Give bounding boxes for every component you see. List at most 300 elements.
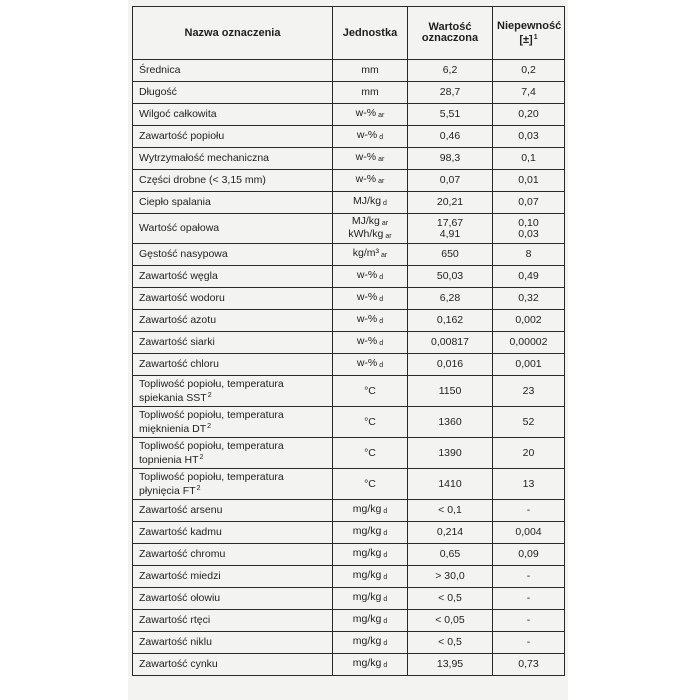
row-value-cell bbox=[408, 192, 493, 214]
row-footnote: 2 bbox=[196, 484, 201, 492]
row-unit-basis: d bbox=[383, 640, 388, 647]
row-value: 0,46 bbox=[439, 130, 461, 142]
table-row bbox=[133, 214, 565, 244]
row-name-cell bbox=[133, 654, 333, 676]
row-unit: mm bbox=[361, 64, 379, 76]
row-name: Zawartość cynku bbox=[139, 658, 218, 670]
table-row bbox=[133, 544, 565, 566]
row-uncertainty: - bbox=[526, 504, 531, 516]
table-row bbox=[133, 170, 565, 192]
row-uncertainty: 0,2 bbox=[521, 64, 536, 76]
row-unit-cell bbox=[333, 214, 408, 244]
header-value bbox=[408, 7, 493, 60]
row-unit: w-% bbox=[356, 313, 378, 325]
table-row bbox=[133, 82, 565, 104]
header-name: Nazwa oznaczenia bbox=[133, 7, 333, 60]
row-uncertainty-cell bbox=[493, 332, 565, 354]
row-uncertainty-cell bbox=[493, 244, 565, 266]
row-unit-cell bbox=[333, 104, 408, 126]
row-uncertainty: 0,01 bbox=[518, 174, 539, 186]
row-uncertainty: - bbox=[526, 592, 531, 604]
row-unit-basis: ar bbox=[381, 252, 388, 259]
table-row bbox=[133, 244, 565, 266]
row-name: Topliwość popiołu, temperatura bbox=[139, 408, 284, 421]
table-row bbox=[133, 266, 565, 288]
row-value-cell bbox=[408, 214, 493, 244]
row-name: Zawartość arsenu bbox=[139, 504, 223, 516]
row-name: Zawartość chloru bbox=[139, 358, 219, 370]
row-uncertainty-cell bbox=[493, 192, 565, 214]
row-name: Zawartość chromu bbox=[139, 548, 226, 560]
row-uncertainty: 0,10 bbox=[518, 216, 539, 229]
row-unit-cell bbox=[333, 170, 408, 192]
row-uncertainty-cell bbox=[493, 288, 565, 310]
row-unit-cell bbox=[333, 244, 408, 266]
row-unit-wrap bbox=[356, 151, 385, 163]
row-name: Zawartość rtęci bbox=[139, 614, 211, 626]
header-unc-line1: Niepewność bbox=[497, 19, 562, 32]
row-unit-wrap bbox=[356, 173, 385, 185]
row-unit-wrap bbox=[357, 335, 383, 347]
row-unit-basis: ar bbox=[381, 219, 389, 227]
row-name-cell bbox=[133, 566, 333, 588]
row-name-cell bbox=[133, 82, 333, 104]
row-unit: MJ/kg bbox=[351, 214, 380, 227]
row-value-cell bbox=[408, 148, 493, 170]
row-value-cell bbox=[408, 544, 493, 566]
row-footnote: 2 bbox=[207, 422, 212, 430]
row-unit: mg/kg bbox=[352, 657, 382, 669]
row-name-line2-wrap bbox=[139, 421, 328, 435]
row-uncertainty-cell bbox=[493, 376, 565, 407]
row-uncertainty-cell bbox=[493, 126, 565, 148]
table-row bbox=[133, 654, 565, 676]
row-name: Zawartość wodoru bbox=[139, 292, 225, 304]
table-row bbox=[133, 438, 565, 469]
row-uncertainty-cell bbox=[493, 469, 565, 500]
row-name-cell bbox=[133, 354, 333, 376]
row-name: Ciepło spalania bbox=[139, 196, 211, 208]
row-value2: 4,91 bbox=[439, 227, 461, 240]
row-name-cell bbox=[133, 60, 333, 82]
row-unit-basis: d bbox=[379, 340, 384, 347]
row-name-cell bbox=[133, 522, 333, 544]
row-unit-wrap bbox=[353, 247, 387, 259]
row-unit: w-% bbox=[356, 335, 378, 347]
results-table bbox=[132, 6, 565, 676]
table-row bbox=[133, 566, 565, 588]
row-uncertainty-cell bbox=[493, 654, 565, 676]
row-value: 1390 bbox=[438, 446, 462, 459]
row-name-line2: mięknienia DT bbox=[139, 422, 207, 435]
row-value-cell bbox=[408, 610, 493, 632]
row-value: 0,65 bbox=[439, 548, 461, 560]
row-unit-wrap bbox=[364, 385, 376, 397]
row-value-cell bbox=[408, 82, 493, 104]
row-uncertainty: - bbox=[526, 636, 531, 648]
row-uncertainty: 7,4 bbox=[521, 86, 536, 98]
row-name: Gęstość nasypowa bbox=[139, 248, 228, 260]
row-value-cell bbox=[408, 244, 493, 266]
row-unit-cell bbox=[333, 126, 408, 148]
row-name-cell bbox=[133, 500, 333, 522]
row-value: 5,51 bbox=[439, 108, 461, 120]
table-row bbox=[133, 500, 565, 522]
row-name-cell bbox=[133, 469, 333, 500]
row-value-cell bbox=[408, 332, 493, 354]
row-name: Zawartość kadmu bbox=[139, 526, 222, 538]
header-uncertainty bbox=[493, 7, 565, 60]
row-name-cell bbox=[133, 288, 333, 310]
row-name-cell bbox=[133, 332, 333, 354]
row-unit-basis: d bbox=[383, 552, 388, 559]
row-name: Zawartość ołowiu bbox=[139, 592, 221, 604]
row-uncertainty: 0,002 bbox=[515, 314, 542, 326]
row-unit-basis: ar bbox=[378, 112, 385, 119]
row-value: 1150 bbox=[438, 384, 462, 397]
row-unit-cell bbox=[333, 500, 408, 522]
row-unit-basis: d bbox=[379, 296, 384, 303]
row-value-cell bbox=[408, 522, 493, 544]
row-name-cell bbox=[133, 214, 333, 244]
table-row bbox=[133, 332, 565, 354]
row-uncertainty-cell bbox=[493, 438, 565, 469]
row-value: 0,00817 bbox=[431, 336, 469, 348]
table-row bbox=[133, 148, 565, 170]
row-unit: mg/kg bbox=[352, 591, 382, 603]
row-name: Zawartość popiołu bbox=[139, 130, 225, 142]
row-name-cell bbox=[133, 126, 333, 148]
row-name: Wartość opałowa bbox=[139, 222, 220, 234]
row-unit: w-% bbox=[355, 107, 377, 119]
row-value: 20,21 bbox=[436, 196, 464, 208]
row-value-cell bbox=[408, 60, 493, 82]
row-name-cell bbox=[133, 438, 333, 469]
row-unit-basis: d bbox=[383, 508, 388, 515]
row-uncertainty: - bbox=[526, 570, 531, 582]
row-value-cell bbox=[408, 104, 493, 126]
row-value-cell bbox=[408, 354, 493, 376]
row-name-line2-wrap bbox=[139, 390, 328, 404]
row-name-cell bbox=[133, 544, 333, 566]
row-value-cell bbox=[408, 566, 493, 588]
header-value-line1: Wartość bbox=[428, 21, 472, 33]
row-uncertainty: 8 bbox=[525, 248, 532, 260]
row-unit-wrap bbox=[353, 591, 388, 603]
row-uncertainty-cell bbox=[493, 148, 565, 170]
row-unit-basis: d bbox=[379, 318, 384, 325]
row-name: Zawartość niklu bbox=[139, 636, 212, 648]
row-unit: w-% bbox=[356, 129, 378, 141]
row-unit-cell bbox=[333, 469, 408, 500]
row-unit: MJ/kg bbox=[353, 195, 382, 207]
row-value-cell bbox=[408, 632, 493, 654]
table-row bbox=[133, 469, 565, 500]
row-unit-cell bbox=[333, 60, 408, 82]
row-unit: mm bbox=[361, 86, 379, 98]
row-unit-wrap bbox=[353, 613, 388, 625]
row-uncertainty: 0,00002 bbox=[509, 336, 548, 348]
row-name: Długość bbox=[139, 86, 177, 98]
row-unit-cell bbox=[333, 376, 408, 407]
row-unit-wrap bbox=[364, 447, 376, 459]
row-value: 0,016 bbox=[436, 358, 464, 370]
header-value-line2: oznaczona bbox=[421, 32, 479, 44]
row-uncertainty-cell bbox=[493, 354, 565, 376]
row-unit-cell bbox=[333, 632, 408, 654]
row-uncertainty-cell bbox=[493, 104, 565, 126]
table-row bbox=[133, 310, 565, 332]
row-unit: mg/kg bbox=[352, 525, 382, 537]
row-footnote: 2 bbox=[207, 391, 212, 399]
row-name-cell bbox=[133, 376, 333, 407]
row-name-cell bbox=[133, 266, 333, 288]
row-unit-cell bbox=[333, 266, 408, 288]
row-name: Zawartość azotu bbox=[139, 314, 217, 326]
row-unit-wrap bbox=[361, 64, 379, 76]
table-body bbox=[133, 60, 565, 676]
row-unit-basis: d bbox=[383, 596, 388, 603]
row-unit-wrap bbox=[357, 313, 383, 325]
row-value-cell bbox=[408, 376, 493, 407]
row-value: 50,03 bbox=[436, 270, 464, 282]
row-value-cell bbox=[408, 310, 493, 332]
table-row bbox=[133, 376, 565, 407]
row-unit-wrap bbox=[353, 547, 388, 559]
row-unit-wrap bbox=[353, 525, 388, 537]
header-unc-footnote: 1 bbox=[533, 33, 538, 41]
header-unit: Jednostka bbox=[333, 7, 408, 60]
row-unit-basis: ar bbox=[378, 178, 385, 185]
row-uncertainty: 0,03 bbox=[518, 130, 539, 142]
row-value: < 0,1 bbox=[438, 504, 462, 516]
header-unc-line2-wrap bbox=[497, 32, 560, 46]
row-unit-wrap bbox=[353, 569, 388, 581]
row-value: 6,2 bbox=[442, 64, 458, 76]
row-uncertainty-cell bbox=[493, 170, 565, 192]
row-uncertainty: 0,001 bbox=[515, 358, 542, 370]
row-value: 28,7 bbox=[439, 86, 461, 98]
row-unit-basis: d bbox=[379, 362, 384, 369]
row-unit-wrap bbox=[361, 86, 379, 98]
row-unit-basis: d bbox=[379, 134, 384, 141]
table-row bbox=[133, 104, 565, 126]
row-unit: w-% bbox=[355, 173, 377, 185]
row-name-line2: płynięcia FT bbox=[139, 484, 196, 497]
row-uncertainty-cell bbox=[493, 82, 565, 104]
row-name-cell bbox=[133, 244, 333, 266]
row-uncertainty: 0,09 bbox=[518, 548, 539, 560]
row-unit-cell bbox=[333, 522, 408, 544]
row-name: Zawartość siarki bbox=[139, 336, 215, 348]
row-name: Topliwość popiołu, temperatura bbox=[139, 377, 284, 390]
row-value: 0,162 bbox=[436, 314, 464, 326]
row-value-cell bbox=[408, 588, 493, 610]
table-row bbox=[133, 60, 565, 82]
row-name: Topliwość popiołu, temperatura bbox=[139, 470, 284, 483]
row-value: 13,95 bbox=[436, 658, 464, 670]
row-value: 1360 bbox=[438, 415, 462, 428]
row-uncertainty: 52 bbox=[522, 415, 535, 428]
row-unit-cell bbox=[333, 654, 408, 676]
row-unit-cell bbox=[333, 610, 408, 632]
row-uncertainty: 0,1 bbox=[521, 152, 536, 164]
row-unit-cell bbox=[333, 588, 408, 610]
row-unit-cell bbox=[333, 82, 408, 104]
row-unit-wrap bbox=[357, 129, 383, 141]
row-unit-cell bbox=[333, 544, 408, 566]
row-uncertainty-cell bbox=[493, 500, 565, 522]
row-uncertainty2: 0,03 bbox=[518, 227, 539, 240]
row-value-cell bbox=[408, 500, 493, 522]
row-unit: mg/kg bbox=[352, 503, 382, 515]
row-uncertainty: 13 bbox=[522, 477, 535, 490]
table-row bbox=[133, 632, 565, 654]
row-unit2: kWh/kg bbox=[348, 227, 384, 240]
table-row bbox=[133, 288, 565, 310]
row-uncertainty-cell bbox=[493, 632, 565, 654]
row-unit-cell bbox=[333, 566, 408, 588]
row-value: 0,214 bbox=[436, 526, 464, 538]
row-unit: °C bbox=[364, 415, 376, 428]
table-row bbox=[133, 522, 565, 544]
row-unit: w-% bbox=[356, 357, 378, 369]
row-uncertainty-cell bbox=[493, 407, 565, 438]
row-value-cell bbox=[408, 170, 493, 192]
row-value-cell bbox=[408, 288, 493, 310]
row-unit-wrap bbox=[357, 291, 383, 303]
row-value-cell bbox=[408, 469, 493, 500]
row-name: Zawartość miedzi bbox=[139, 570, 221, 582]
row-footnote: 2 bbox=[199, 453, 204, 461]
row-name-cell bbox=[133, 170, 333, 192]
row-unit-cell bbox=[333, 310, 408, 332]
row-name-cell bbox=[133, 148, 333, 170]
table-row bbox=[133, 192, 565, 214]
table-row bbox=[133, 126, 565, 148]
row-unit-cell bbox=[333, 354, 408, 376]
row-unit: mg/kg bbox=[352, 635, 382, 647]
row-value: 1410 bbox=[438, 477, 462, 490]
row-uncertainty: 0,32 bbox=[518, 292, 539, 304]
row-value: 0,07 bbox=[439, 174, 461, 186]
row-unit: mg/kg bbox=[352, 569, 382, 581]
row-value: 98,3 bbox=[439, 152, 461, 164]
row-value-cell bbox=[408, 654, 493, 676]
row-unit-wrap bbox=[356, 107, 385, 119]
row-value: 6,28 bbox=[439, 292, 461, 304]
row-value-cell bbox=[408, 126, 493, 148]
row-unit-wrap bbox=[364, 478, 376, 490]
row-name-cell bbox=[133, 610, 333, 632]
document-sheet bbox=[128, 0, 568, 700]
table-row bbox=[133, 407, 565, 438]
row-unit: w-% bbox=[356, 269, 378, 281]
row-unit-wrap bbox=[357, 269, 383, 281]
row-name: Części drobne (< 3,15 mm) bbox=[139, 174, 266, 186]
table-row bbox=[133, 588, 565, 610]
row-unit2-basis: ar bbox=[385, 232, 392, 240]
row-value: < 0,5 bbox=[438, 636, 462, 648]
row-unit-basis: d bbox=[379, 274, 384, 281]
row-uncertainty-cell bbox=[493, 310, 565, 332]
row-uncertainty-cell bbox=[493, 566, 565, 588]
row-uncertainty-cell bbox=[493, 266, 565, 288]
row-uncertainty: 0,49 bbox=[518, 270, 539, 282]
row-uncertainty: - bbox=[526, 614, 531, 626]
row-value-cell bbox=[408, 438, 493, 469]
row-unit: w-% bbox=[355, 151, 377, 163]
row-name-cell bbox=[133, 104, 333, 126]
row-unit-basis: d bbox=[383, 662, 388, 669]
row-unit-basis: d bbox=[383, 200, 387, 207]
row-name-line2: spiekania SST bbox=[139, 391, 207, 404]
row-unit-wrap bbox=[353, 635, 388, 647]
row-uncertainty: 0,73 bbox=[518, 658, 539, 670]
row-unit-cell bbox=[333, 438, 408, 469]
row-unit: °C bbox=[364, 384, 376, 397]
row-unit-cell bbox=[333, 192, 408, 214]
row-value-cell bbox=[408, 266, 493, 288]
row-value: 650 bbox=[441, 248, 459, 260]
row-name: Wytrzymałość mechaniczna bbox=[139, 152, 270, 164]
row-unit-wrap bbox=[353, 657, 388, 669]
row-unit-wrap bbox=[357, 357, 383, 369]
row-unit-wrap bbox=[364, 416, 376, 428]
row-unit: mg/kg bbox=[352, 547, 382, 559]
row-unit-basis: d bbox=[383, 618, 388, 625]
row-unit-wrap bbox=[353, 195, 387, 207]
header-unc-line2: [±] bbox=[519, 33, 533, 46]
row-uncertainty: 0,004 bbox=[515, 526, 542, 538]
row-uncertainty-cell bbox=[493, 588, 565, 610]
row-unit: kg/m³ bbox=[352, 247, 379, 259]
row-value: > 30,0 bbox=[435, 570, 465, 582]
row-unit-wrap bbox=[353, 503, 388, 515]
row-unit2-wrap bbox=[337, 229, 403, 242]
header-row bbox=[133, 7, 565, 60]
row-uncertainty-cell bbox=[493, 60, 565, 82]
row-name-cell bbox=[133, 588, 333, 610]
row-unit: °C bbox=[364, 477, 376, 490]
row-value: < 0,05 bbox=[435, 614, 465, 626]
row-name-cell bbox=[133, 192, 333, 214]
row-uncertainty: 0,20 bbox=[518, 108, 539, 120]
row-name: Zawartość węgla bbox=[139, 270, 218, 282]
row-name: Topliwość popiołu, temperatura bbox=[139, 439, 284, 452]
row-unit: mg/kg bbox=[352, 613, 382, 625]
table-row bbox=[133, 354, 565, 376]
row-value-cell bbox=[408, 407, 493, 438]
row-value: < 0,5 bbox=[438, 592, 462, 604]
row-uncertainty-cell bbox=[493, 610, 565, 632]
row-name: Średnica bbox=[139, 64, 181, 76]
row-name: Wilgoć całkowita bbox=[139, 108, 217, 120]
row-name-line2-wrap bbox=[139, 452, 328, 466]
row-unit: w-% bbox=[356, 291, 378, 303]
row-name-line2-wrap bbox=[139, 483, 328, 497]
row-uncertainty-cell bbox=[493, 544, 565, 566]
row-unit-cell bbox=[333, 332, 408, 354]
row-unit-basis: ar bbox=[378, 156, 385, 163]
row-uncertainty: 0,07 bbox=[518, 196, 539, 208]
table-row bbox=[133, 610, 565, 632]
row-unit-cell bbox=[333, 407, 408, 438]
row-name-cell bbox=[133, 407, 333, 438]
row-unit: °C bbox=[364, 446, 376, 459]
row-name-cell bbox=[133, 310, 333, 332]
row-name-line2: topnienia HT bbox=[139, 453, 199, 466]
